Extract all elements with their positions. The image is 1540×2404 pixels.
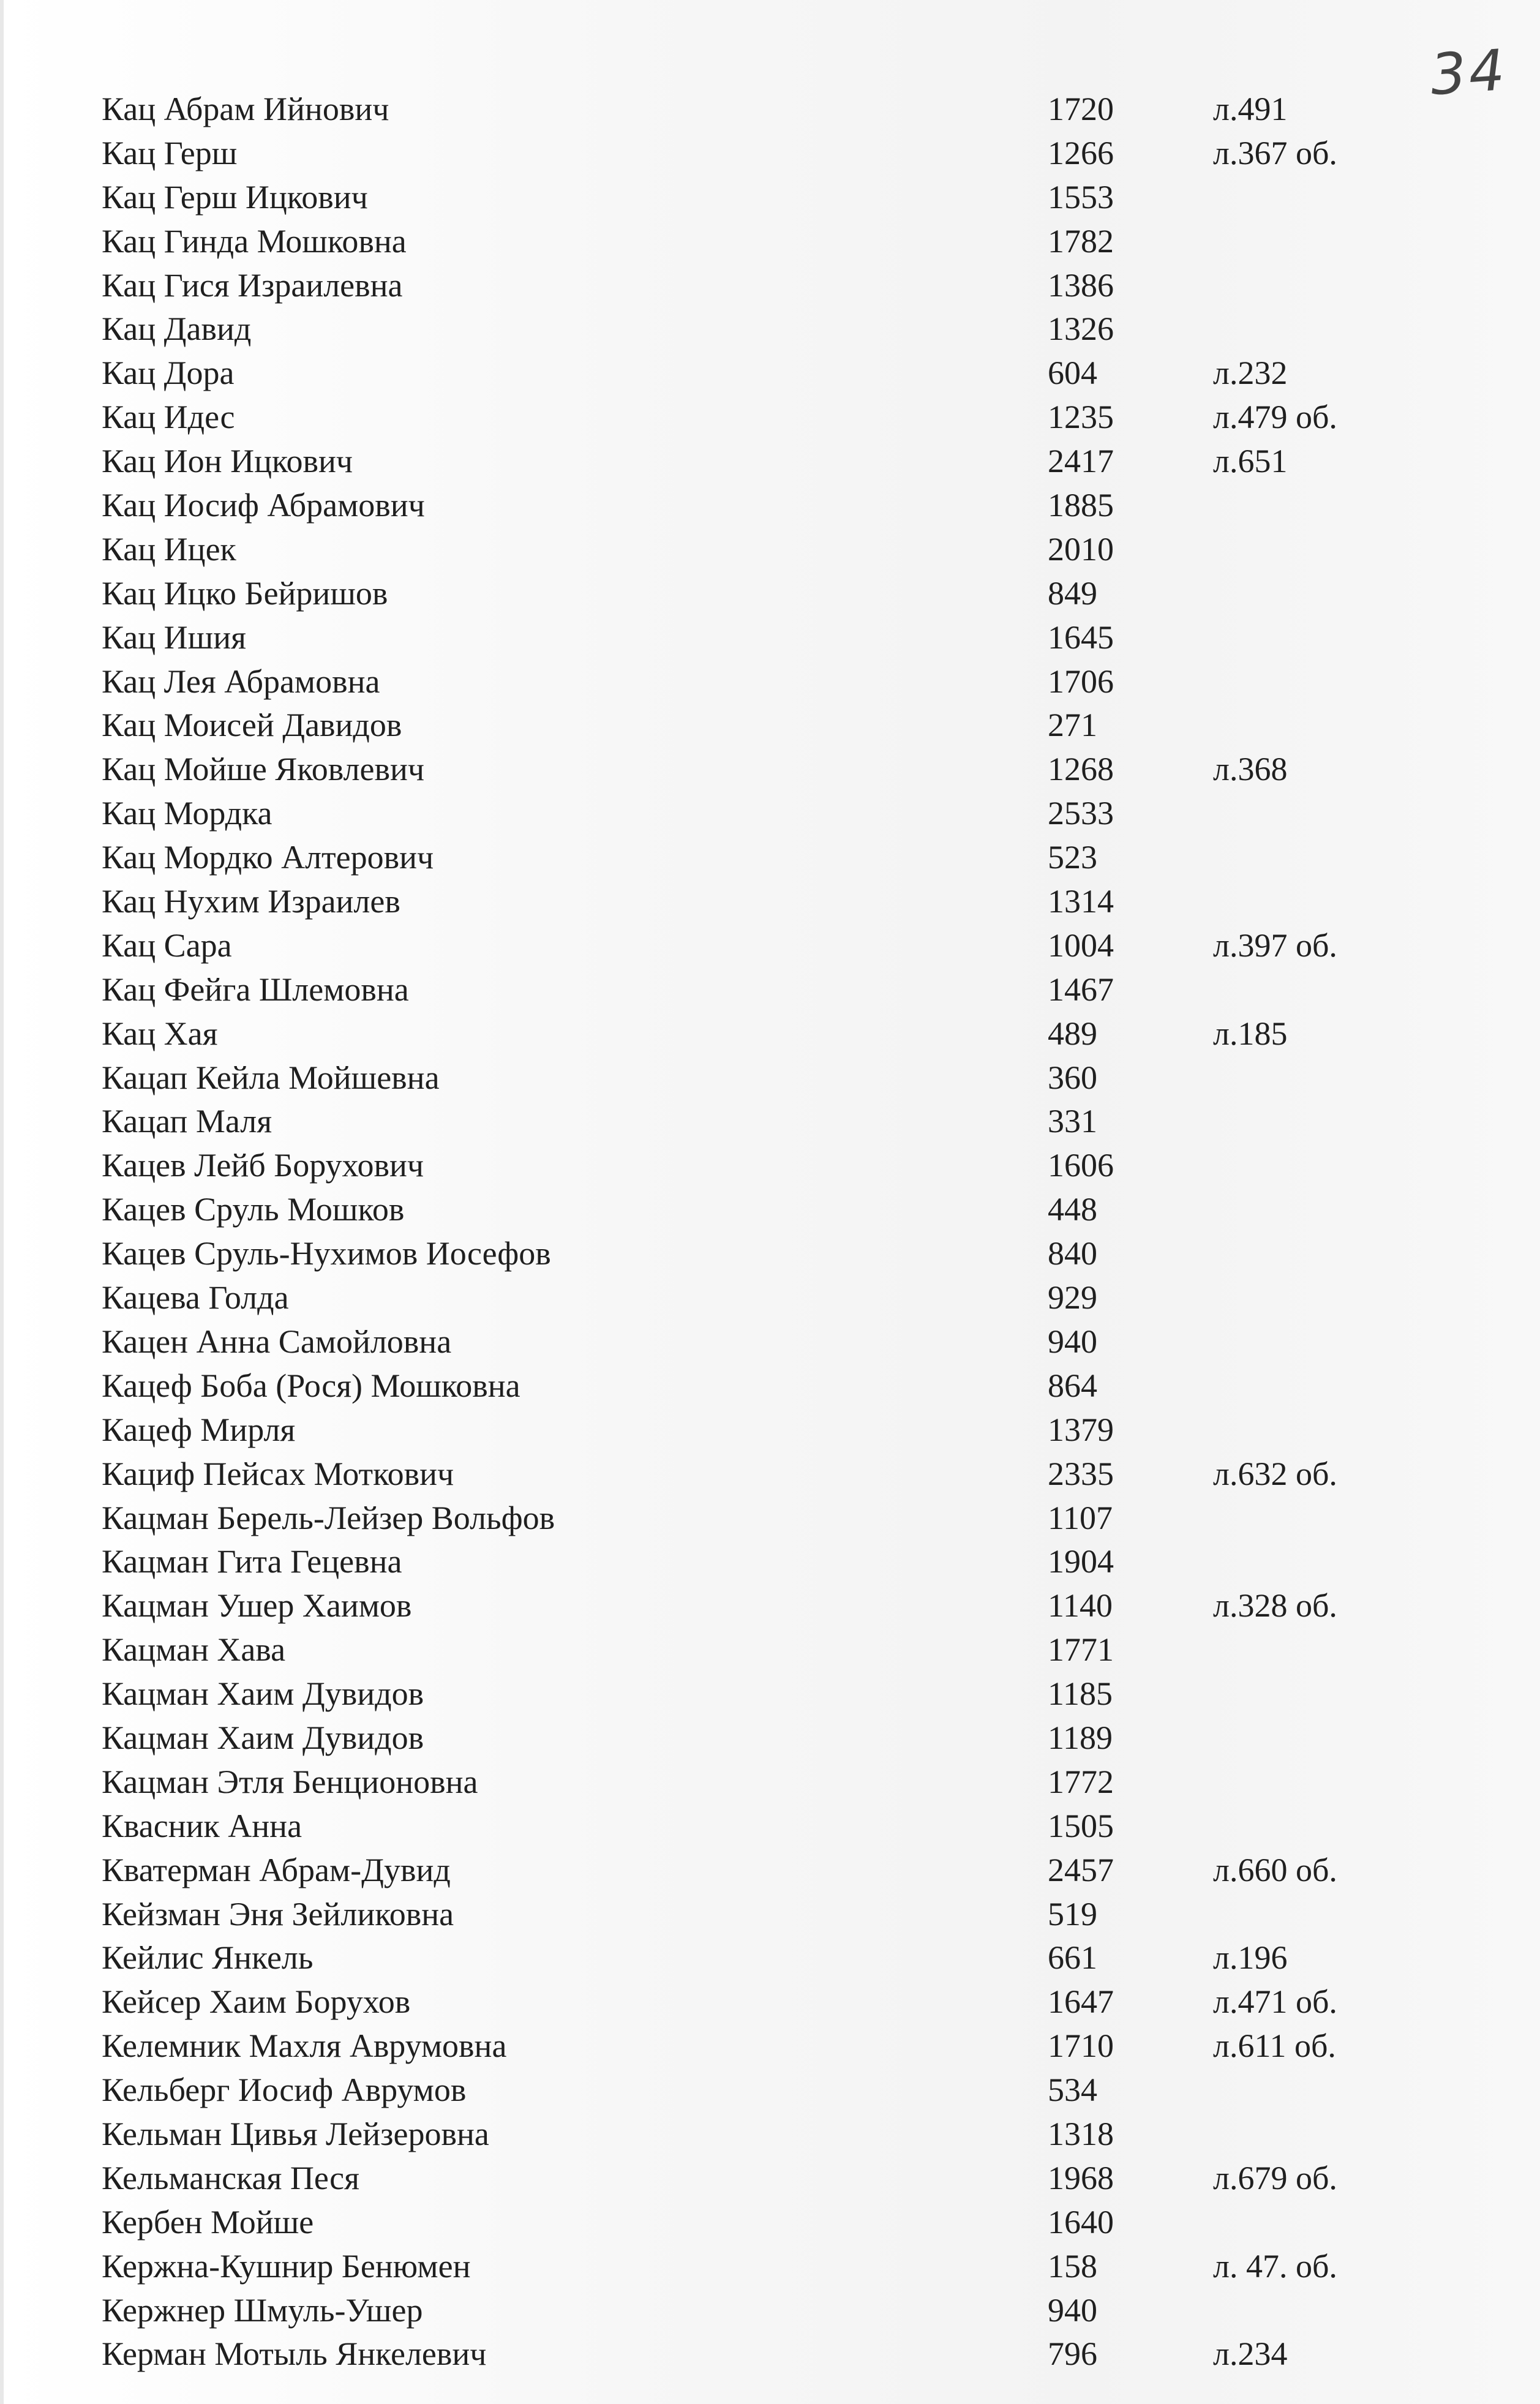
sheet-reference: л.651 bbox=[1213, 443, 1288, 480]
person-name: Кац Идес bbox=[102, 399, 235, 436]
list-item bbox=[4, 1804, 1540, 1848]
record-number: 604 bbox=[1048, 355, 1097, 392]
record-number: 2533 bbox=[1048, 795, 1114, 832]
record-number: 1189 bbox=[1048, 1719, 1113, 1756]
list-item bbox=[4, 2112, 1540, 2156]
person-name: Кац Лея Абрамовна bbox=[102, 663, 380, 700]
person-name: Керман Мотыль Янкелевич bbox=[102, 2335, 487, 2373]
person-name: Кац Фейга Шлемовна bbox=[102, 971, 409, 1008]
record-number: 1505 bbox=[1048, 1807, 1114, 1844]
record-number: 1553 bbox=[1048, 178, 1114, 216]
person-name: Кельманская Песя bbox=[102, 2159, 359, 2196]
sheet-reference: л.679 об. bbox=[1213, 2159, 1337, 2196]
sheet-reference: л.232 bbox=[1213, 355, 1288, 392]
sheet-reference: л.471 об. bbox=[1213, 1983, 1337, 2021]
record-number: 1379 bbox=[1048, 1411, 1114, 1448]
person-name: Кац Ицко Бейришов bbox=[102, 574, 388, 612]
person-name: Кац Ишия bbox=[102, 618, 246, 656]
person-name: Кацев Сруль Мошков bbox=[102, 1191, 405, 1228]
person-name: Кац Мордко Алтерович bbox=[102, 839, 434, 876]
list-item bbox=[4, 1848, 1540, 1892]
sheet-reference: л.234 bbox=[1213, 2335, 1288, 2373]
list-item bbox=[4, 1056, 1540, 1100]
list-item bbox=[4, 1936, 1540, 1980]
record-number: 1326 bbox=[1048, 310, 1114, 348]
record-number: 534 bbox=[1048, 2072, 1097, 2109]
list-item bbox=[4, 2068, 1540, 2112]
person-name: Кацева Голда bbox=[102, 1279, 289, 1317]
list-item bbox=[4, 1364, 1540, 1408]
record-number: 1710 bbox=[1048, 2027, 1114, 2065]
record-number: 1782 bbox=[1048, 222, 1114, 260]
person-name: Кацман Берель-Лейзер Вольфов bbox=[102, 1499, 555, 1536]
record-number: 2417 bbox=[1048, 443, 1114, 480]
list-item bbox=[4, 1496, 1540, 1540]
person-name: Квасник Анна bbox=[102, 1807, 302, 1844]
record-number: 271 bbox=[1048, 707, 1097, 744]
list-item bbox=[4, 1892, 1540, 1936]
sheet-reference: л.632 об. bbox=[1213, 1455, 1337, 1492]
sheet-reference: л.491 bbox=[1213, 91, 1288, 127]
record-number: 840 bbox=[1048, 1235, 1097, 1272]
record-number: 940 bbox=[1048, 2291, 1097, 2329]
person-name: Кельман Цивья Лейзеровна bbox=[102, 2115, 489, 2152]
list-item bbox=[4, 659, 1540, 704]
list-item bbox=[4, 1980, 1540, 2024]
list-item bbox=[4, 2244, 1540, 2288]
sheet-reference: л.479 об. bbox=[1213, 399, 1337, 436]
list-item bbox=[4, 1187, 1540, 1231]
sheet-reference: л.185 bbox=[1213, 1015, 1288, 1052]
record-number: 1235 bbox=[1048, 399, 1114, 436]
person-name: Кацен Анна Самойловна bbox=[102, 1323, 452, 1360]
record-number: 864 bbox=[1048, 1367, 1097, 1404]
list-item bbox=[4, 1760, 1540, 1804]
list-item bbox=[4, 1012, 1540, 1056]
record-number: 1386 bbox=[1048, 266, 1114, 304]
record-number: 2010 bbox=[1048, 530, 1114, 568]
person-name: Кац Дора bbox=[102, 355, 235, 392]
person-name: Кейзман Эня Зейликовна bbox=[102, 1895, 454, 1933]
record-number: 1467 bbox=[1048, 971, 1114, 1008]
person-name: Кацман Хава bbox=[102, 1631, 286, 1669]
record-number: 2457 bbox=[1048, 1851, 1114, 1888]
person-name: Кац Гинда Мошковна bbox=[102, 222, 407, 260]
person-name: Кацеф Мирля bbox=[102, 1411, 296, 1448]
person-name: Кац Герш Ицкович bbox=[102, 178, 368, 216]
record-number: 1885 bbox=[1048, 487, 1114, 524]
sheet-reference: л.660 об. bbox=[1213, 1851, 1337, 1888]
list-item bbox=[4, 967, 1540, 1012]
list-item bbox=[4, 1099, 1540, 1143]
handwritten-page-number: 34 bbox=[1428, 37, 1509, 108]
record-number: 1647 bbox=[1048, 1983, 1114, 2021]
person-name: Кельберг Иосиф Аврумов bbox=[102, 2072, 467, 2109]
list-item bbox=[4, 1628, 1540, 1672]
sheet-reference: л.328 об. bbox=[1213, 1587, 1337, 1625]
person-name: Кацман Гита Гецевна bbox=[102, 1543, 402, 1580]
list-item bbox=[4, 1408, 1540, 1452]
person-name: Кац Иосиф Абрамович bbox=[102, 487, 425, 524]
record-number: 1904 bbox=[1048, 1543, 1114, 1580]
record-number: 1318 bbox=[1048, 2115, 1114, 2152]
list-item bbox=[4, 1672, 1540, 1716]
person-name: Кейлис Янкель bbox=[102, 1939, 314, 1977]
list-item bbox=[4, 131, 1540, 175]
record-number: 360 bbox=[1048, 1059, 1097, 1096]
records-list bbox=[4, 87, 1540, 2376]
record-number: 523 bbox=[1048, 839, 1097, 876]
list-item bbox=[4, 219, 1540, 263]
record-number: 489 bbox=[1048, 1015, 1097, 1052]
person-name: Кейсер Хаим Борухов bbox=[102, 1983, 411, 2021]
list-item bbox=[4, 1143, 1540, 1187]
list-item bbox=[4, 2332, 1540, 2376]
record-number: 1268 bbox=[1048, 751, 1114, 788]
list-item bbox=[4, 2024, 1540, 2068]
record-number: 1140 bbox=[1048, 1587, 1113, 1625]
record-number: 661 bbox=[1048, 1939, 1097, 1977]
list-item bbox=[4, 835, 1540, 879]
record-number: 1185 bbox=[1048, 1675, 1113, 1713]
person-name: Кержна-Кушнир Бенюмен bbox=[102, 2247, 471, 2285]
list-item bbox=[4, 439, 1540, 483]
list-item bbox=[4, 483, 1540, 527]
list-item bbox=[4, 1275, 1540, 1320]
person-name: Кац Мордка bbox=[102, 795, 272, 832]
person-name: Кац Абрам Ийнович bbox=[102, 91, 389, 127]
list-item bbox=[4, 703, 1540, 747]
person-name: Кацман Этля Бенционовна bbox=[102, 1763, 478, 1800]
list-item bbox=[4, 1716, 1540, 1760]
person-name: Кациф Пейсах Моткович bbox=[102, 1455, 454, 1492]
record-number: 1706 bbox=[1048, 663, 1114, 700]
person-name: Кербен Мойше bbox=[102, 2203, 314, 2241]
list-item bbox=[4, 791, 1540, 835]
person-name: Кац Гися Израилевна bbox=[102, 266, 403, 304]
list-item bbox=[4, 395, 1540, 439]
list-item bbox=[4, 307, 1540, 351]
person-name: Кацман Ушер Хаимов bbox=[102, 1587, 412, 1625]
person-name: Кацап Кейла Мойшевна bbox=[102, 1059, 440, 1096]
list-item bbox=[4, 2288, 1540, 2332]
record-number: 929 bbox=[1048, 1279, 1097, 1317]
record-number: 1772 bbox=[1048, 1763, 1114, 1800]
record-number: 1606 bbox=[1048, 1147, 1114, 1184]
person-name: Кержнер Шмуль-Ушер bbox=[102, 2291, 423, 2329]
record-number: 940 bbox=[1048, 1323, 1097, 1360]
sheet-reference: л. 47. об. bbox=[1213, 2247, 1337, 2285]
record-number: 2335 bbox=[1048, 1455, 1114, 1492]
person-name: Келемник Махля Аврумовна bbox=[102, 2027, 507, 2065]
record-number: 1720 bbox=[1048, 91, 1114, 127]
record-number: 448 bbox=[1048, 1191, 1097, 1228]
record-number: 1640 bbox=[1048, 2203, 1114, 2241]
record-number: 1004 bbox=[1048, 926, 1114, 964]
list-item bbox=[4, 263, 1540, 307]
list-item bbox=[4, 923, 1540, 967]
record-number: 1107 bbox=[1048, 1499, 1113, 1536]
record-number: 1968 bbox=[1048, 2159, 1114, 2196]
list-item bbox=[4, 527, 1540, 571]
sheet-reference: л.367 об. bbox=[1213, 134, 1337, 171]
sheet-reference: л.397 об. bbox=[1213, 926, 1337, 964]
person-name: Кац Хая bbox=[102, 1015, 218, 1052]
sheet-reference: л.368 bbox=[1213, 751, 1288, 788]
person-name: Кацеф Боба (Рося) Мошковна bbox=[102, 1367, 520, 1404]
record-number: 849 bbox=[1048, 574, 1097, 612]
record-number: 1645 bbox=[1048, 618, 1114, 656]
list-item bbox=[4, 1539, 1540, 1583]
person-name: Кацев Сруль-Нухимов Иосефов bbox=[102, 1235, 551, 1272]
sheet-reference: л.611 об. bbox=[1213, 2027, 1336, 2065]
record-number: 1314 bbox=[1048, 883, 1114, 920]
person-name: Кватерман Абрам-Дувид bbox=[102, 1851, 451, 1888]
record-number: 331 bbox=[1048, 1103, 1097, 1140]
person-name: Кац Сара bbox=[102, 926, 232, 964]
record-number: 519 bbox=[1048, 1895, 1097, 1933]
person-name: Кац Давид bbox=[102, 310, 252, 348]
list-item bbox=[4, 747, 1540, 791]
list-item bbox=[4, 615, 1540, 659]
person-name: Кацман Хаим Дувидов bbox=[102, 1675, 424, 1713]
list-item bbox=[4, 1231, 1540, 1275]
record-number: 796 bbox=[1048, 2335, 1097, 2373]
list-item bbox=[4, 2156, 1540, 2200]
person-name: Кац Ицек bbox=[102, 530, 236, 568]
list-item bbox=[4, 1320, 1540, 1364]
record-number: 1771 bbox=[1048, 1631, 1114, 1669]
person-name: Кац Моисей Давидов bbox=[102, 707, 402, 744]
person-name: Кацап Маля bbox=[102, 1103, 272, 1140]
person-name: Кац Герш bbox=[102, 134, 238, 171]
record-number: 158 bbox=[1048, 2247, 1097, 2285]
list-item bbox=[4, 1452, 1540, 1496]
list-item bbox=[4, 2200, 1540, 2244]
person-name: Кацман Хаим Дувидов bbox=[102, 1719, 424, 1756]
list-item bbox=[4, 571, 1540, 615]
sheet-reference: л.196 bbox=[1213, 1939, 1288, 1977]
person-name: Кац Нухим Израилев bbox=[102, 883, 400, 920]
person-name: Кац Ион Ицкович bbox=[102, 443, 353, 480]
list-item bbox=[4, 879, 1540, 923]
person-name: Кацев Лейб Борухович bbox=[102, 1147, 424, 1184]
list-item bbox=[4, 351, 1540, 395]
list-item bbox=[4, 87, 1540, 131]
list-item bbox=[4, 175, 1540, 219]
record-number: 1266 bbox=[1048, 134, 1114, 171]
list-item bbox=[4, 1583, 1540, 1628]
person-name: Кац Мойше Яковлевич bbox=[102, 751, 425, 788]
